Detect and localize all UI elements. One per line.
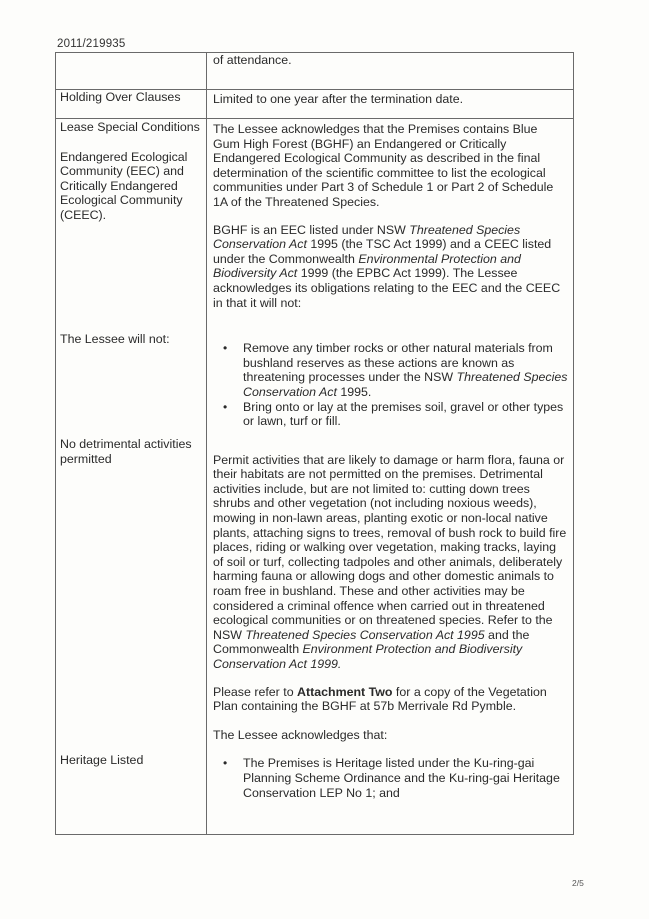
heritage-list bbox=[207, 756, 573, 800]
special-conditions-label: Lease Special Conditions bbox=[60, 120, 200, 134]
will-not-list bbox=[207, 341, 573, 429]
content-cell bbox=[207, 53, 574, 90]
holding-over-text: Limited to one year after the termination date. bbox=[213, 92, 464, 106]
no-detrimental-label: No detrimental activities permitted bbox=[60, 437, 192, 466]
attendance-text: of attendance. bbox=[213, 53, 292, 67]
text-span: Permit activities that are likely to damage or harm flora, fauna or their habitats are not permitted on the premises. Detrimental activities include, but are not limited to: cutting down trees shrubs and other vegetation (not including noxious weeds), mowing in non-lawn areas, planting exotic or non-local native plants, attaching signs to trees, removal of bush rock to build fire places, riding or walking over vegetation, making tracks, laying of soil or turf, collecting tadpoles and other animals, deliberately harming fauna or allowing dogs and other domestic animals to roam free in bushland. These and other activities may be considered a criminal offence when carried out in threatened ecological communities or on threatened species. Refer to the NSW bbox=[213, 452, 567, 642]
text-span: Remove any timber rocks or other natural materials from bushland reserves as these actions are known as threatening processes under the NSW bbox=[243, 341, 553, 385]
list-item bbox=[243, 341, 573, 399]
heritage-paragraph: The Lessee acknowledges that: bbox=[213, 727, 388, 742]
content-cell bbox=[207, 90, 574, 119]
table-row bbox=[56, 119, 574, 835]
lessee-will-not-label: The Lessee will not: bbox=[60, 332, 170, 346]
italic-act-name: Threatened Species Conservation Act bbox=[213, 222, 521, 252]
text-span: and the Commonwealth bbox=[213, 627, 530, 657]
italic-act-name: Environmental Protection and Biodiversity Act bbox=[213, 251, 521, 281]
label-cell bbox=[56, 53, 207, 90]
list-item: • The Premises is Heritage listed under the Ku-ring-gai Planning Scheme Ordinance and the Ku-ring-gai Heritage Conservation LEP No 1; and bbox=[243, 756, 573, 800]
detrimental-paragraph bbox=[207, 453, 573, 672]
list-item: • Bring onto or lay at the premises soil, gravel or other types or lawn, turf or fill. bbox=[243, 400, 573, 429]
attachment-reference: Attachment Two bbox=[297, 684, 393, 699]
label-cell bbox=[56, 90, 207, 119]
label-cell bbox=[56, 119, 207, 835]
attachment-paragraph bbox=[207, 685, 573, 714]
page-number: 2/5 bbox=[572, 878, 584, 888]
heritage-label: Heritage Listed bbox=[60, 753, 144, 767]
bghf-paragraph: The Lessee acknowledges that the Premises contains Blue Gum High Forest (BGHF) an Endangered or Critically Endangered Ecological Community as described in the final determination of the scientific committee to list the ecological communities under Part 3 of Schedule 1 or Part 2 of Schedule 1A of the Threatened Species. bbox=[213, 122, 554, 209]
text-span: 1995. bbox=[336, 384, 372, 399]
italic-act-name: Environment Protection and Biodiversity Conservation Act 1999. bbox=[213, 642, 523, 671]
text-span: 1995 (the TSC Act 1999) and a CEEC listed under the Commonwealth bbox=[213, 237, 552, 266]
table-row bbox=[56, 53, 574, 90]
text-span: Please refer to bbox=[213, 684, 298, 699]
lease-conditions-table bbox=[55, 52, 574, 835]
italic-act-name: Threatened Species Conservation Act 1995 bbox=[245, 627, 485, 642]
text-span: BGHF is an EEC listed under NSW bbox=[213, 222, 410, 237]
holding-over-label: Holding Over Clauses bbox=[60, 90, 181, 104]
eec-paragraph bbox=[207, 223, 573, 311]
eec-label: Endangered Ecological Community (EEC) and Critically Endangered Ecological Community (CEEC). bbox=[60, 149, 188, 222]
document-number: 2011/219935 bbox=[57, 38, 126, 50]
content-cell bbox=[207, 119, 574, 835]
text-span: for a copy of the Vegetation Plan containing the BGHF at 57b Merrivale Rd Pymble. bbox=[213, 684, 547, 714]
text-span: 1999 (the EPBC Act 1999). The Lessee acknowledges its obligations relating to the EEC and the CEEC in that it will not: bbox=[213, 266, 561, 310]
table-row bbox=[56, 90, 574, 119]
italic-act-name: Threatened Species Conservation Act bbox=[243, 370, 568, 399]
